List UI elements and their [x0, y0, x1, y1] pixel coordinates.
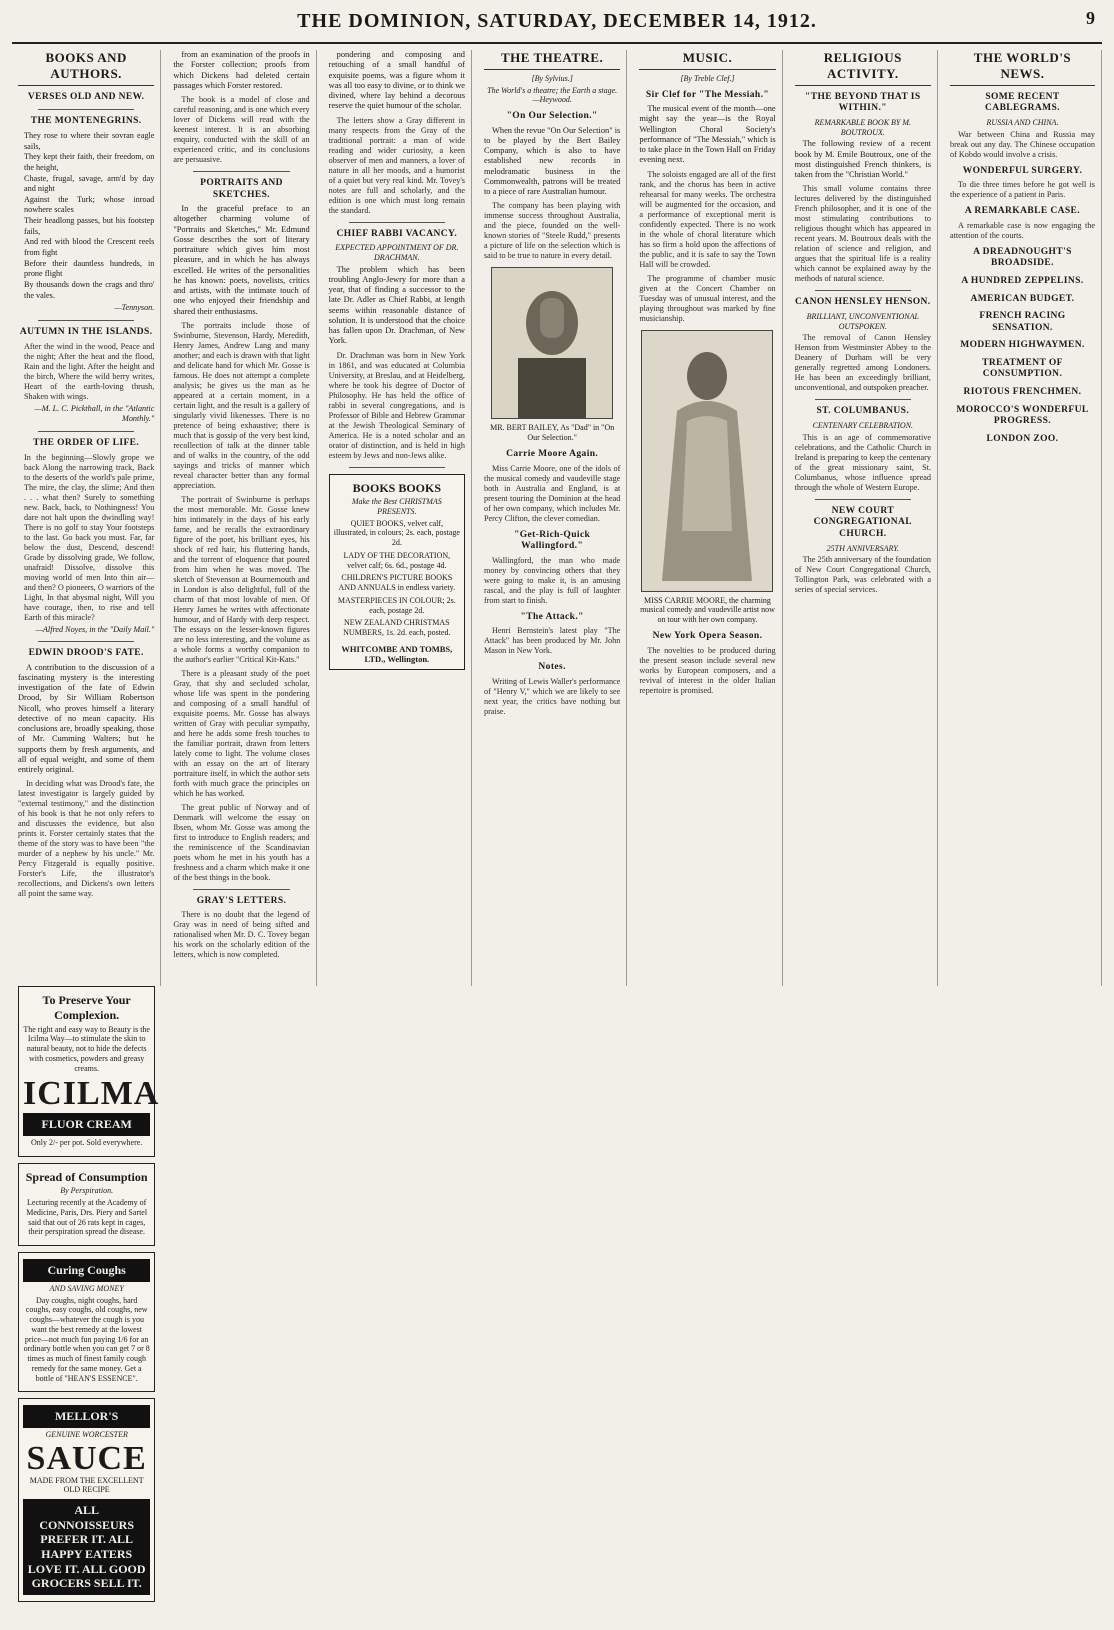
article-body-filler: Writing of Lewis Waller's performance of "Henry V," which we are likely to see next year, the critics have nothing but praise.	[483, 676, 621, 716]
article-body: In the graceful preface to an altogether charming volume of "Portraits and Sketches," Mr. Edmund Gosse describes the sort of literary portraiture which gives him most pleasure, and in which he has always excelled. He writes of the personalities he has known: poets, novelists, critics and artists, with the intimate touch of one who enjoyed their friendship and shared their enthusiasms.	[173, 204, 310, 316]
article-body-filler: The portrait of Swinburne is perhaps the most memorable. Mr. Gosse knew him intimately in the days of his early fame, and he recalls the extraordinary figure of the poet, his brilliant eyes, his shock of red hair, his fluttering hands, and the torrent of eloquence that poured from him when he was moved. The sketch of Stevenson at Bournemouth and in London is also delightful, full of the charm of that most lovable of men. Of Henry James he writes with affectionate humour, and of Hardy with deep respect. The essays on the lesser-known figures are no less interesting, and the volume as a whole forms a worthy companion to the author's earlier "Critical Kit-Kats."	[173, 494, 310, 664]
article-subtitle: CENTENARY CELEBRATION.	[812, 421, 914, 431]
article-body-filler: The soloists engaged are all of the first rank, and the chorus has been in active rehearsal for many weeks. The orchestra will be augmented for the occasion, and a performance of exceptional merit is confidently expected. There is no work in the whole of choral literature which has so firm a hold upon the affections of the public, and it is safe to say the Town Hall will be crowded.	[639, 169, 776, 269]
ad-heading: Spread of Consumption	[25, 1169, 148, 1184]
article-body-filler: The letters show a Gray different in many respects from the Gray of the traditional portrait: a man of wide reading and wider curiosity, a keen observer of men and manners, a lover of nature in all her moods, and a humorist of a quiet but very real kind. Mr. Tovey's notes are full and scholarly, and the edition is one which must long remain the standard.	[328, 115, 465, 215]
section-subheading: VERSES OLD AND NEW.	[27, 91, 145, 102]
article-subtitle: "Get-Rich-Quick Wallingford."	[514, 529, 591, 552]
article-subtitle: A REMARKABLE CASE.	[964, 206, 1081, 217]
list-item: NEW ZEALAND CHRISTMAS NUMBERS, 1s. 2d. each, posted.	[343, 618, 451, 638]
epigraph: The World's a theatre; the Earth a stage.—Heywood.	[487, 85, 618, 105]
ad-subheading: Make the Best CHRISTMAS PRESENTS.	[351, 497, 442, 516]
ad-heading: Curing Coughs	[23, 1259, 150, 1282]
article-body-filler: A remarkable case is now engaging the attention of the courts.	[949, 220, 1095, 240]
page-number: 9	[1086, 8, 1096, 28]
column-music	[633, 50, 782, 986]
byline: [By Treble Clef.]	[680, 73, 735, 83]
article-title: EDWIN DROOD'S FATE.	[28, 648, 144, 659]
article-title: ST. COLUMBANUS.	[816, 406, 910, 417]
article-body-filler: In deciding what was Drood's fate, the latest investigator is largely guided by "external testimony," and the distinction of his book is that he not only refers to and discusses the evidence, but also prints it. Forster certainly states that the theme of the story was to have been "the murder of a nephew by his uncle." Mr. Percy Fitzgerald is equally positive. Forster's Life, the illustrator's recollections, and Dickens's own letters all point the same way.	[18, 779, 155, 899]
article-body-filler: The company has been playing with immense success throughout Australia, and the piece, founded on the well-known stories of "Steele Rudd," presents a picture of life on the selection which is said to be true to nature in every detail.	[483, 201, 621, 261]
article-body-filler: Wallingford, the man who made money by convincing others that they were going to make it, is an amusing rascal, and the play is full of laughter from start to finish.	[483, 555, 621, 605]
masthead	[12, 0, 1102, 44]
article-subtitle: Notes.	[538, 662, 566, 673]
list-item: CHILDREN'S PICTURE BOOKS AND ANNUALS in endless variety.	[338, 573, 456, 593]
article-subtitle: LONDON ZOO.	[986, 433, 1059, 444]
article-subtitle: EXPECTED APPOINTMENT OF DR. DRACHMAN.	[335, 243, 459, 262]
ad-slogan: ALL CONNOISSEURS PREFER IT. ALL HAPPY EATERS LOVE IT. ALL GOOD GROCERS SELL IT.	[23, 1499, 150, 1595]
article-body-filler: This is an age of commemorative celebrations, and the Catholic Church in Ireland is preparing to keep the centenary of the great missionary saint, St. Columbanus, whose influence spread through the whole of Western Europe.	[794, 432, 931, 492]
article-subtitle: New York Opera Season.	[652, 630, 763, 641]
columns	[12, 44, 1102, 1630]
list-item: MASTERPIECES IN COLOUR; 2s. each, postage 2d.	[337, 595, 456, 615]
article-subtitle: "The Attack."	[520, 611, 584, 622]
article-body-filler: The portraits include those of Swinburne, Stevenson, Hardy, Meredith, Henry James, Andrew Lang and many another; and each is drawn with that light and delicate hand for which Mr. Gosse is famous. He does not attempt a complete analysis; he gives us the man as he appeared at a certain moment, in a certain light, and the result is a gallery of singularly vivid likenesses. There is no pretence of being exhaustive; there is much that is gossip of the very best kind, recollection of talk at the dinner table and of walks in the country, of the odd sayings and tricks of manner which reveal character better than any formal appreciation.	[173, 320, 310, 490]
column-advertisements	[12, 986, 161, 1630]
ad-subheading: AND SAVING MONEY	[49, 1283, 124, 1293]
article-subtitle: RUSSIA AND CHINA.	[986, 117, 1059, 127]
article-title: "THE BEYOND THAT IS WITHIN."	[805, 91, 921, 114]
icilma-advertisement	[18, 986, 160, 1156]
article-body-filler: The 25th anniversary of the foundation of New Court Congregational Church, Tollington Park, was celebrated with a series of special services.	[794, 555, 931, 595]
article-body-filler: War between China and Russia may break out any day. The Chinese occupation of Kobdo would involve a crisis.	[949, 129, 1095, 159]
ad-product: FLUOR CREAM	[23, 1113, 150, 1136]
article-subtitle: REMARKABLE BOOK BY M. BOUTROUX.	[814, 117, 912, 137]
column-world-news	[944, 50, 1102, 986]
portrait-photo	[641, 330, 773, 592]
section-heading: THE THEATRE.	[484, 50, 620, 70]
article-body: When the revue "On Our Selection" is to be played by the Bert Bailey Company, which is also to have established new records in melodramatic business in the Commonwealth, patrons will be treated to a piece of rare Australian humour.	[483, 125, 621, 197]
article-subtitle: BRILLIANT, UNCONVENTIONAL OUTSPOKEN.	[806, 311, 919, 331]
article-subtitle: RIOTOUS FRENCHMEN.	[963, 386, 1082, 397]
poem-title: THE ORDER OF LIFE.	[33, 437, 140, 448]
article-subtitle: AMERICAN BUDGET.	[970, 293, 1075, 304]
ad-body: Day coughs, night coughs, hard coughs, easy coughs, old coughs, new coughs—whatever the cough is you want the best remedy at the lowest price—not much fun paying 1/6 for an ordinary bottle when you can get 7 or 8 times as much of finest family cough remedy for the same money. Get a bottle of "HEAN'S ESSENCE".	[23, 1295, 150, 1383]
article-body: The problem which has been troubling Anglo-Jewry for more than a year, that of finding a successor to the late Dr. Adler as Chief Rabbi, at length seems within reasonable distance of solution. It is understood that the choice has fallen upon Dr. Drachman, of New York.	[328, 264, 465, 346]
section-heading: MUSIC.	[639, 50, 775, 70]
ad-product: SAUCE	[26, 1439, 147, 1477]
poem-title: THE MONTENEGRINS.	[30, 116, 142, 127]
consumption-advertisement	[18, 1163, 155, 1246]
column-religious	[789, 50, 938, 986]
masthead-title: THE DOMINION, SATURDAY, DECEMBER 14, 1912.	[297, 9, 817, 32]
byline: [By Sylvius.]	[531, 73, 573, 83]
article-subtitle: MODERN HIGHWAYMEN.	[960, 340, 1085, 351]
article-subtitle: FRENCH RACING SENSATION.	[979, 311, 1066, 333]
mellors-advertisement	[18, 1398, 155, 1602]
article-body-filler: This small volume contains three lectures delivered by the distinguished French philosopher, and it is one of the most stimulating contributions to religious thought which has appeared in recent years. M. Boutroux deals with the relation of science and religion, and argues that the spiritual life is a reality which cannot be explained away by the methods of natural science.	[794, 184, 931, 284]
coughs-advertisement	[18, 1252, 155, 1392]
book-list	[334, 519, 460, 638]
article-subtitle: TREATMENT OF CONSUMPTION.	[982, 357, 1063, 380]
article-subtitle: WONDERFUL SURGERY.	[962, 165, 1083, 176]
article-subtitle: Sir Clef for "The Messiah."	[645, 89, 770, 100]
article-title: NEW COURT CONGREGATIONAL CHURCH.	[813, 505, 912, 539]
poem-title: AUTUMN IN THE ISLANDS.	[19, 327, 153, 338]
ad-brand: ICILMA	[23, 1075, 160, 1113]
ad-heading: To Preserve Your Complexion.	[42, 993, 131, 1023]
poem-author: —Tennyson.	[114, 303, 155, 313]
article-body-filler: The novelties to be produced during the present season include several new works by European composers, and a revival of interest in the older Italian repertoire is promised.	[639, 645, 776, 695]
article-subtitle: MOROCCO'S WONDERFUL PROGRESS.	[956, 404, 1089, 427]
ad-subheading: By Perspiration.	[60, 1186, 114, 1196]
article-body-filler: The programme of chamber music given at the Concert Chamber on Tuesday was of unusual interest, and the playing throughout was marked by fine musicianship.	[639, 273, 776, 323]
column-portraits	[167, 50, 316, 986]
article-body-filler: Dr. Drachman was born in New York in 1861, and was educated at Columbia University, at Breslau, and at Heidelberg, where he took his degree of Doctor of Philosophy. He has held the office of rabbi in several congregations, and is Professor of Bible and Hebrew Grammar at the Jewish Theological Seminary of America. He is a noted scholar and an orator of distinction, and is held in high esteem by Jews and non-Jews alike.	[328, 350, 465, 460]
ad-imprint: WHITCOMBE AND TOMBS, LTD., Wellington.	[341, 643, 453, 665]
poem-body: They rose to where their sovran eagle sails, They kept their faith, their freedom, on the height, Chaste, frugal, savage, arm'd by day and night Against the Turk; whose inroad nowhere scales Their headlong passes, but his footstep fails, And red with blood the Crescent reels from fight Before their dauntless hundreds, in prone flight By thousands down the crags and thro' the vales. —Tennyson.	[24, 130, 155, 313]
article-body: The following review of a recent book by M. Emile Boutroux, one of the most distinguished French thinkers, is taken from the "Christian World."	[794, 139, 931, 180]
article-body-filler: Miss Carrie Moore, one of the idols of the musical comedy and vaudeville stage both in Australia and England, is at present touring the Dominion at the head of her own company, which includes Mr. Percy Clifton, the clever comedian.	[483, 463, 621, 523]
ad-body: The right and easy way to Beauty is the Icilma Way—to stimulate the skin to natural beauty, not to hide the defects with cosmetics, powders and greasy creams.	[23, 1024, 150, 1073]
article-body: from an examination of the proofs in the Forster collection; proofs from which Dickens had deleted certain passages which Forster restored.	[173, 50, 310, 90]
portrait-photo	[491, 267, 613, 419]
ad-brand: MELLOR'S	[23, 1405, 150, 1428]
ad-tagline: MADE FROM THE EXCELLENT OLD RECIPE	[29, 1475, 144, 1495]
article-title: GRAY'S LETTERS.	[196, 895, 287, 906]
article-body-filler: There is no doubt that the legend of Gray was in need of being sifted and rationalised when Mr. D. C. Tovey began his work on the scholarly edition of the letters, which is now completed.	[173, 910, 310, 960]
article-body: pondering and composing and retouching of a small handful of exquisite poems, was a figure whom it was all too easy to divine, or to think we divined, where lay behind a decorous reserve the quiet humour of the scholar.	[328, 50, 465, 111]
column-rabbi-books	[323, 50, 472, 986]
article-title: CHIEF RABBI VACANCY.	[336, 228, 458, 239]
article-body-filler: The great public of Norway and of Denmark will welcome the essay on Ibsen, whom Mr. Gosse was among the first to introduce to English readers; and the reminiscence of the Scandinavian poets whom he met in his youth has a freshness and a charm which make it one of the best things in the book.	[173, 802, 310, 882]
poem-body-filler: In the beginning—Slowly grope we back Along the narrowing track, Back to the deserts of the world's pale prime, The mire, the clay, the slime; And then . . . what then? Surely to something new. Back, back, to Nothingness! You dare not halt upon the dwindling way! There is no golf to stay Your footsteps to the last. Go back you must. Far, far below the dust, Descend, descend! Grade by dissolving grade, We follow, unafraid! Dissolve, dissolve this moving world of men Into thin air—and then? O pioneers, O warriors of the Light, In that abysmal night, Will you have courage, then, to rise and tell Earth of this miracle?	[24, 452, 155, 622]
article-subtitle: Carrie Moore Again.	[506, 448, 599, 459]
article-body-filler: Henri Bernstein's latest play "The Attack" has been produced by Mr. John Mason in New York.	[483, 626, 621, 656]
section-heading: BOOKS AND AUTHORS.	[18, 50, 154, 86]
ad-body: Lecturing recently at the Academy of Medicine, Paris, Drs. Piery and Sartel said that out of 26 rats kept in cages, their perspiration spread the disease.	[26, 1198, 148, 1237]
list-item: QUIET BOOKS, velvet calf, illustrated, in colours; 2s. each, postage 2d.	[333, 518, 460, 548]
article-title: "On Our Selection."	[506, 111, 598, 122]
article-subtitle: A DREADNOUGHT'S BROADSIDE.	[973, 246, 1072, 269]
poem-author: —M. L. C. Pickthall, in the "Atlantic Monthly."	[34, 403, 155, 424]
article-subtitle: A HUNDRED ZEPPELINS.	[961, 275, 1084, 286]
section-heading: THE WORLD'S NEWS.	[950, 50, 1095, 86]
photo-caption: MR. BERT BAILEY, As "Dad" in "On Our Selection."	[490, 423, 615, 443]
article-title: SOME RECENT CABLEGRAMS.	[985, 91, 1060, 114]
poem-author: —Alfred Noyes, in the "Daily Mail."	[35, 624, 155, 634]
article-subtitle: 25TH ANNIVERSARY.	[826, 543, 899, 553]
books-advertisement	[329, 474, 465, 670]
article-body-filler: The removal of Canon Hensley Henson from Westminster Abbey to the Deanery of Durham will be very generally regretted among Londoners. He has been an exceedingly brilliant, unconventional, and outspoken preacher.	[794, 333, 931, 393]
article-body-filler: There is a pleasant study of the poet Gray, that shy and secluded scholar, whose life was spent in the pondering and composing of a small handful of exquisite poems. Mr. Gosse has always written of Gray with peculiar sympathy, and here he adds some fresh touches to the familiar portrait, drawn from letters lately come to light. The volume closes with an essay on the art of literary portraiture itself, in which the author sets forth with much grace the principles on which he has worked.	[173, 668, 310, 798]
ad-heading: BOOKS BOOKS	[352, 480, 441, 495]
column-books-authors	[12, 50, 161, 986]
column-theatre	[478, 50, 627, 986]
article-body: A contribution to the discussion of a fascinating mystery is the interesting investigation of the fate of Edwin Drood, by Sir William Robertson Nicoll, who proves himself a literary detective of no mean capacity. His conclusions are, broadly speaking, those of Mr. Cumming Walters; but he supports them by fresh arguments, and all of equal weight, and some of them entirely original.	[18, 662, 155, 775]
article-title: CANON HENSLEY HENSON.	[795, 297, 931, 308]
article-body-filler: To die three times before he got well is the experience of a patient in Paris.	[949, 180, 1095, 200]
photo-caption: MISS CARRIE MOORE, the charming musical comedy and vaudeville artist now on tour with her own company.	[640, 595, 775, 625]
poem-body-filler: After the wind in the wood, Peace and the night; After the heat and the flood, Rain and the light. After the height and the birch, Where the wild berry writes, Heart of the earth-loving thrush, Shaken with wings.	[24, 341, 155, 401]
article-body-filler: The book is a model of close and careful reasoning, and is one which every lover of Dickens will read with the keenest interest. It is an absorbing enquiry, conducted with the skill of an experienced critic, and its conclusions are persuasive.	[173, 95, 310, 164]
list-item: LADY OF THE DECORATION, velvet calf; 6s. 6d., postage 4d.	[343, 550, 451, 570]
ad-price: Only 2/- per pot. Sold everywhere.	[31, 1138, 143, 1148]
ad-subheading: GENUINE WORCESTER	[45, 1429, 128, 1439]
article-body: The musical event of the month—one might say the year—is the Royal Wellington Choral Society's performance of "The Messiah," which is to take place in the Town Hall on Friday evening next.	[639, 104, 776, 165]
article-title: PORTRAITS AND SKETCHES.	[200, 178, 283, 200]
section-heading: RELIGIOUS ACTIVITY.	[795, 50, 931, 86]
